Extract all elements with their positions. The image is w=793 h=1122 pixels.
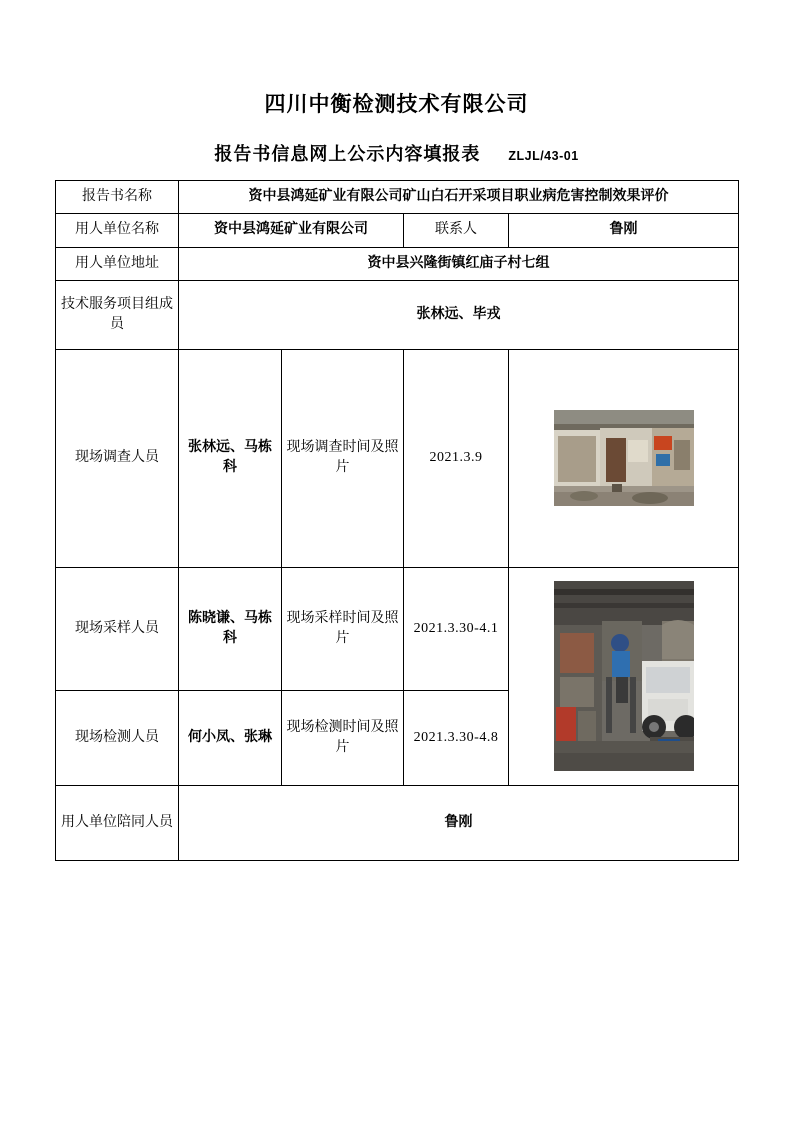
table-row-survey	[56, 349, 739, 567]
testing-time-label: 现场检测时间及照片	[282, 690, 404, 785]
report-info-table	[55, 180, 739, 861]
team-value: 张林远、毕戎	[179, 280, 739, 349]
employer-name-value: 资中县鸿延矿业有限公司	[179, 214, 404, 247]
employer-name-label: 用人单位名称	[56, 214, 179, 247]
contact-value: 鲁刚	[509, 214, 739, 247]
testing-people: 何小凤、张琳	[179, 690, 282, 785]
table-row-sampling	[56, 567, 739, 690]
accompany-value: 鲁刚	[179, 785, 739, 860]
team-label: 技术服务项目组成员	[56, 280, 179, 349]
form-code: ZLJL/43-01	[508, 149, 579, 163]
report-name-label: 报告书名称	[56, 181, 179, 214]
employer-address-value: 资中县兴隆街镇红庙子村七组	[179, 247, 739, 280]
sampling-date: 2021.3.30-4.1	[404, 567, 509, 690]
employer-address-label: 用人单位地址	[56, 247, 179, 280]
company-title: 四川中衡检测技术有限公司	[264, 91, 529, 116]
survey-photo-cell	[509, 349, 739, 567]
survey-time-label: 现场调查时间及照片	[282, 349, 404, 567]
sampling-photo-cell	[509, 567, 739, 785]
sampling-people: 陈晓谦、马栋科	[179, 567, 282, 690]
table-row-team	[56, 280, 739, 349]
survey-label: 现场调查人员	[56, 349, 179, 567]
survey-date: 2021.3.9	[404, 349, 509, 567]
table-row-employer-name	[56, 214, 739, 247]
sampling-label: 现场采样人员	[56, 567, 179, 690]
accompany-label: 用人单位陪同人员	[56, 785, 179, 860]
table-row-employer-address	[56, 247, 739, 280]
contact-label: 联系人	[404, 214, 509, 247]
survey-photo	[554, 410, 694, 506]
form-title: 报告书信息网上公示内容填报表	[214, 144, 481, 165]
sampling-time-label: 现场采样时间及照片	[282, 567, 404, 690]
sampling-photo	[554, 581, 694, 771]
testing-label: 现场检测人员	[56, 690, 179, 785]
testing-date: 2021.3.30-4.8	[404, 690, 509, 785]
table-row-accompany	[56, 785, 739, 860]
form-title-row	[55, 140, 738, 166]
table-row-report-name	[56, 181, 739, 214]
survey-people: 张林远、马栋科	[179, 349, 282, 567]
report-name-value: 资中县鸿延矿业有限公司矿山白石开采项目职业病危害控制效果评价	[179, 181, 739, 214]
